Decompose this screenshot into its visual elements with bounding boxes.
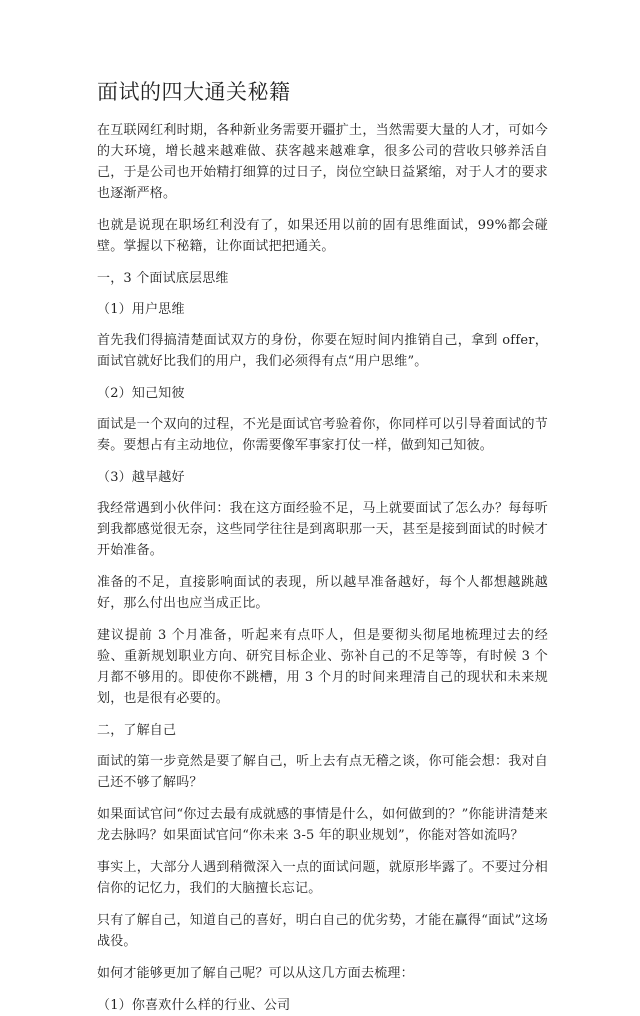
paragraph: 也就是说现在职场红利没有了，如果还用以前的固有思维面试，99%都会碰壁。掌握以下秘籍，让你面试把把通关。 xyxy=(97,218,548,254)
paragraph: 如果面试官问“你过去最有成就感的事情是什么，如何做到的？”你能讲清楚来龙去脉吗？如果面试官问“你未来 3-5 年的职业规划”，你能对答如流吗？ xyxy=(97,807,548,843)
subsection-heading: （2）知己知彼 xyxy=(97,386,185,401)
paragraph: 建议提前 3 个月准备，听起来有点吓人，但是要彻头彻尾地梳理过去的经验、重新规划职业方向、研究目标企业、弥补自己的不足等等，有时候 3 个月都不够用的。即使你不跳槽，用 3 个月的时间来理清自己的现状和未来规划，也是很有必要的。 xyxy=(97,628,548,706)
paragraph: 首先我们得搞清楚面试双方的身份，你要在短时间内推销自己，拿到 offer，面试官就好比我们的用户，我们必须得有点“用户思维”。 xyxy=(97,333,548,369)
paragraph: 准备的不足，直接影响面试的表现，所以越早准备越好，每个人都想越跳越好，那么付出也应当成正比。 xyxy=(97,575,548,611)
paragraph: 如何才能够更加了解自己呢？可以从这几方面去梳理： xyxy=(97,966,414,981)
section-heading: 二，了解自己 xyxy=(97,723,177,738)
section-heading: 一，3 个面试底层思维 xyxy=(97,271,229,286)
paragraph: 在互联网红利时期，各种新业务需要开疆扩土，当然需要大量的人才，可如今的大环境，增长越来越难做、获客越来越难拿，很多公司的营收只够养活自己，于是公司也开始精打细算的过日子，岗位空缺日益紧缩，对于人才的要求也逐渐严格。 xyxy=(97,123,548,201)
subsection-heading: （1）你喜欢什么样的行业、公司 xyxy=(97,998,291,1013)
paragraph: 面试是一个双向的过程，不光是面试官考验着你，你同样可以引导着面试的节奏。要想占有主动地位，你需要像军事家打仗一样，做到知己知彼。 xyxy=(97,417,548,453)
subsection-heading: （1）用户思维 xyxy=(97,302,185,317)
paragraph: 只有了解自己，知道自己的喜好，明白自己的优劣势，才能在赢得“面试”这场战役。 xyxy=(97,913,548,949)
paragraph: 事实上，大部分人遇到稍微深入一点的面试问题，就原形毕露了。不要过分相信你的记忆力，我们的大脑擅长忘记。 xyxy=(97,860,548,896)
subsection-heading: （3）越早越好 xyxy=(97,470,185,485)
paragraph: 我经常遇到小伙伴问：我在这方面经验不足，马上就要面试了怎么办？每每听到我都感觉很无奈，这些同学往往是到离职那一天，甚至是接到面试的时候才开始准备。 xyxy=(97,501,548,558)
document-title: 面试的四大通关秘籍 xyxy=(97,80,291,104)
paragraph: 面试的第一步竟然是要了解自己，听上去有点无稽之谈，你可能会想：我对自己还不够了解吗？ xyxy=(97,754,548,790)
